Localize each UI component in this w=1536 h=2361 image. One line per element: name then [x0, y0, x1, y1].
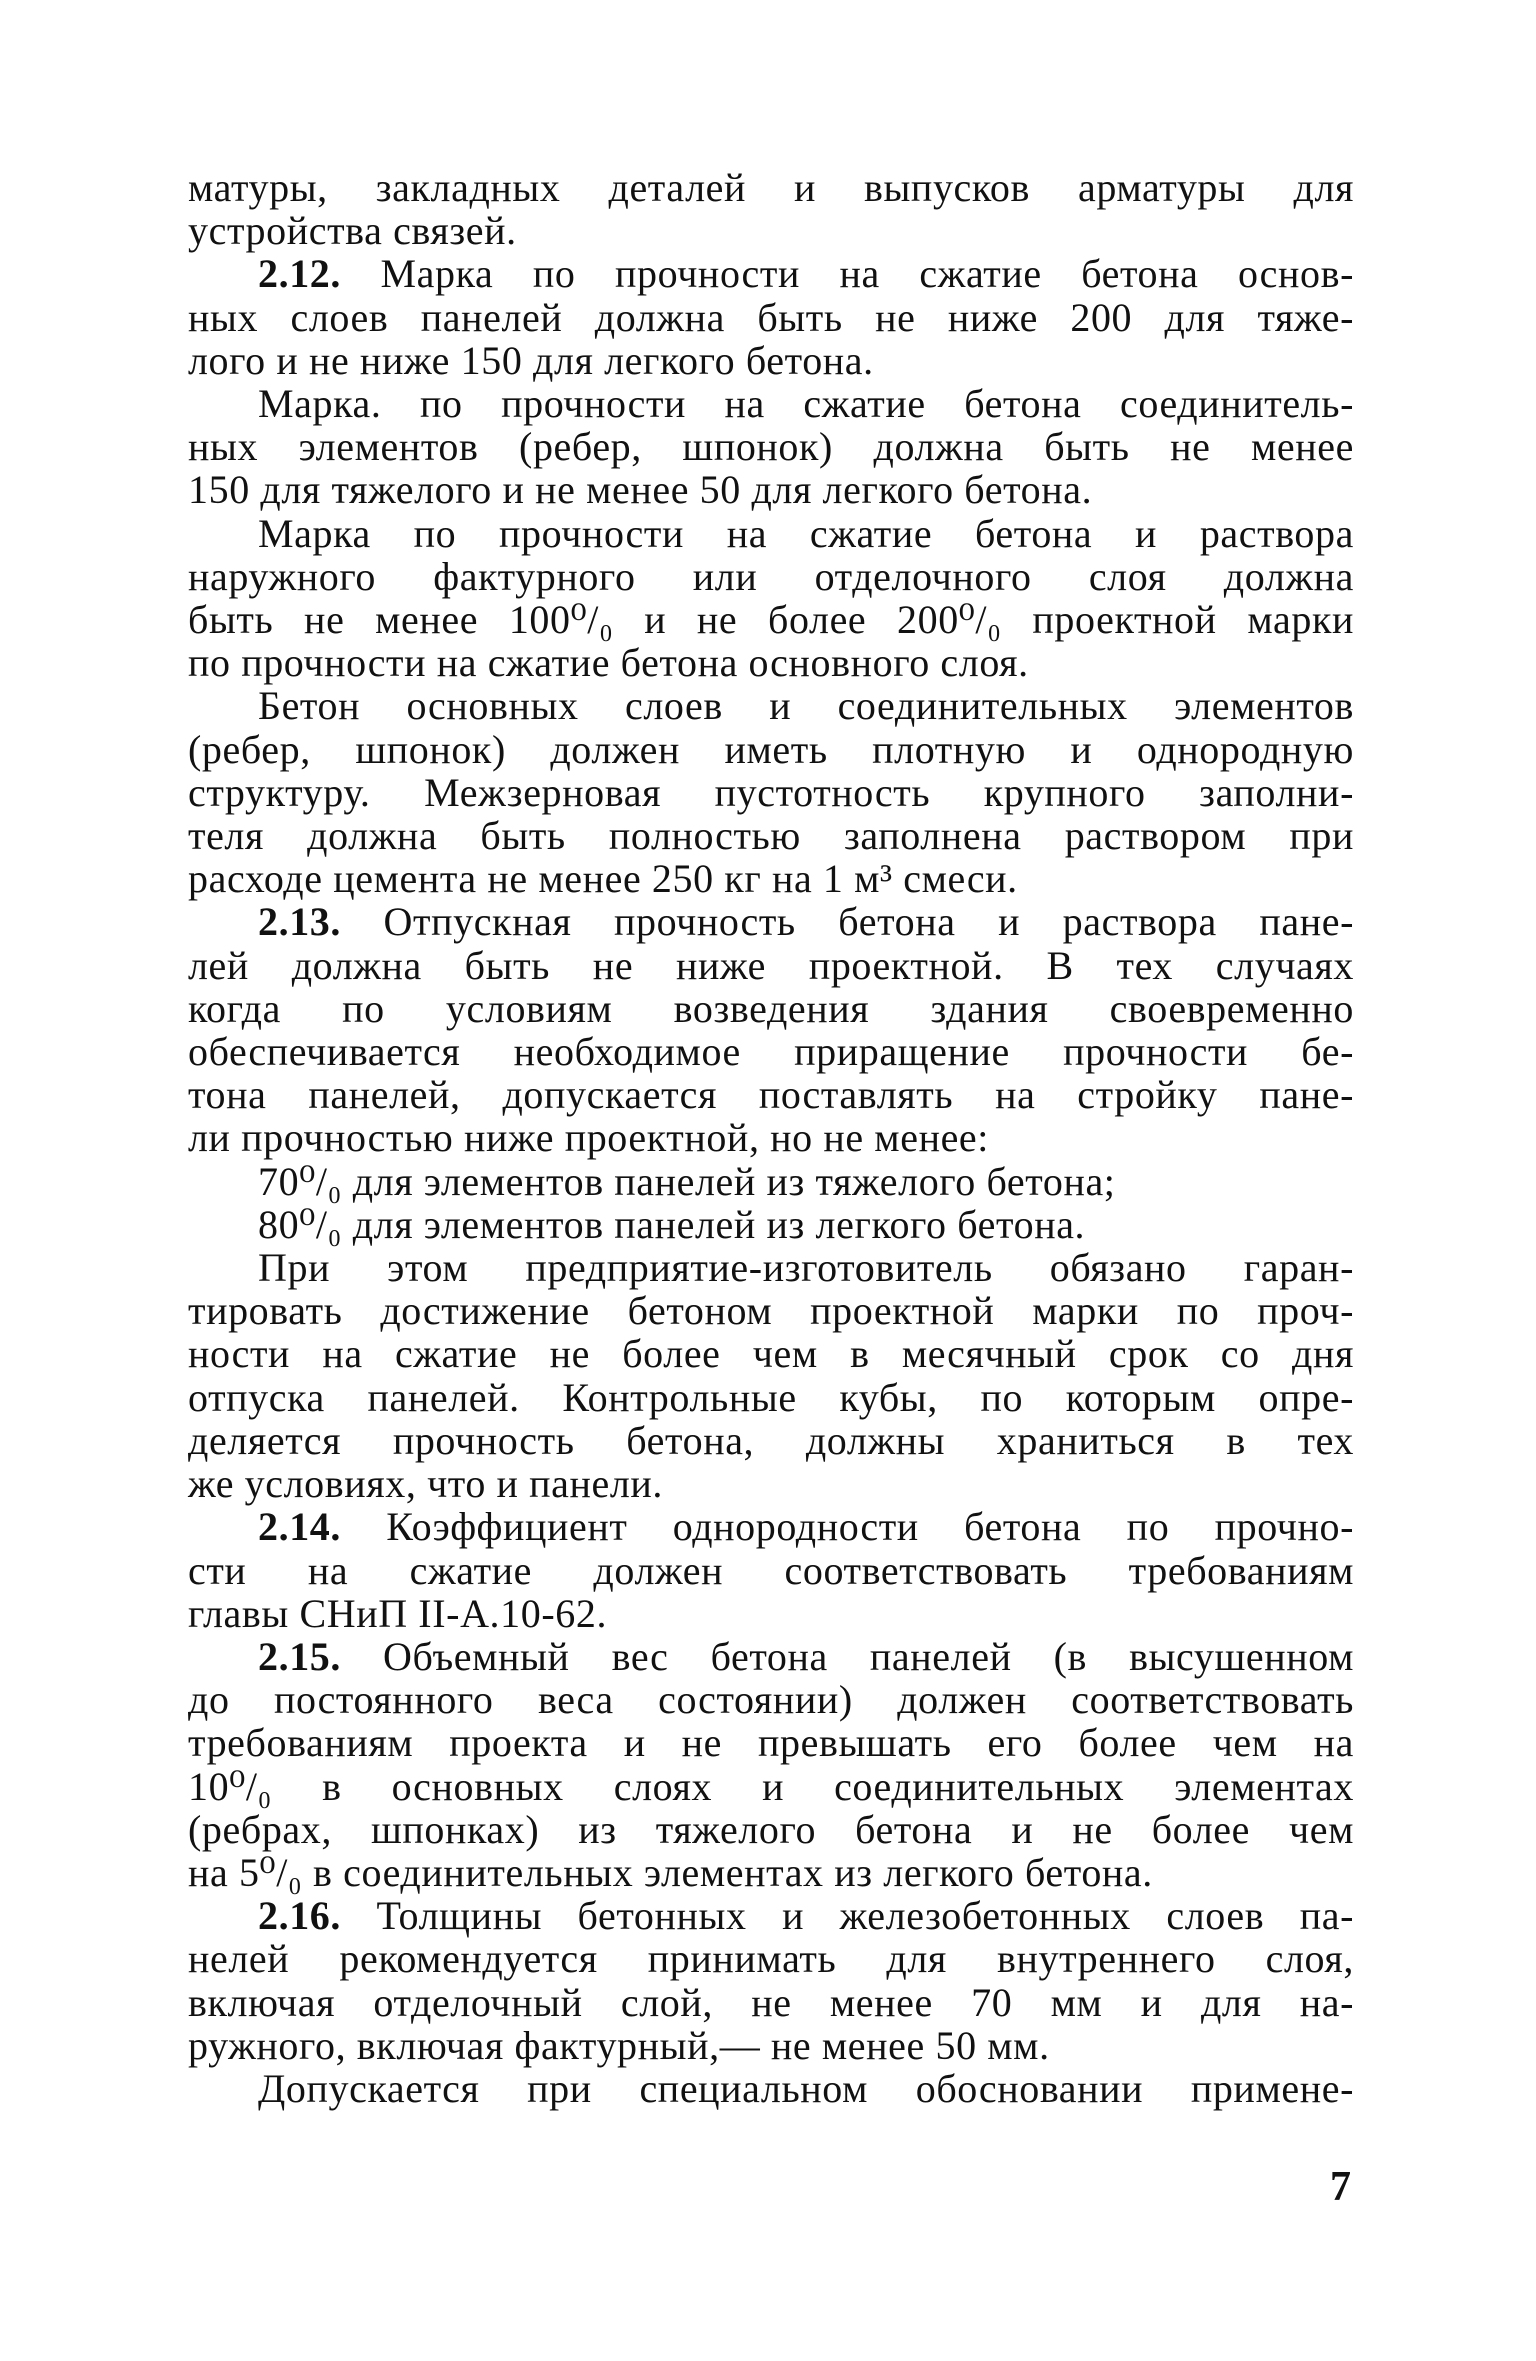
line-text: При этом предприятие-изготовитель обязано гаран-: [258, 1245, 1354, 1291]
text-line: [188, 339, 1354, 382]
text-line: [188, 1678, 1354, 1721]
text-line: [188, 1981, 1354, 2024]
text-line: [188, 857, 1354, 900]
paragraph: [188, 1203, 1354, 1246]
line-text: 70⁰/₀ для элементов панелей из тяжелого бетона;: [258, 1158, 1116, 1204]
line-text: 150 для тяжелого и не менее 50 для легкого бетона.: [188, 467, 1093, 513]
line-text: 10⁰/₀ в основных слоях и соединительных элементах: [188, 1763, 1354, 1809]
text-line: [188, 468, 1354, 511]
line-text: наружного фактурного или отделочного слоя должна: [188, 553, 1354, 599]
text-line: [188, 1894, 1354, 1937]
section-number: 2.12.: [258, 251, 341, 297]
text-line: [188, 1937, 1354, 1980]
line-text: структуру. Межзерновая пустотность крупного заполни-: [188, 769, 1354, 815]
paragraph: [188, 166, 1354, 252]
line-text: Марка. по прочности на сжатие бетона соединитель-: [258, 381, 1354, 427]
line-text: включая отделочный слой, не менее 70 мм и для на-: [188, 1979, 1354, 2025]
text-line: [188, 296, 1354, 339]
page-number: 7: [1330, 2164, 1351, 2210]
text-line: [188, 728, 1354, 771]
line-text: ности на сжатие не более чем в месячный срок со дня: [188, 1331, 1354, 1377]
line-text: нелей рекомендуется принимать для внутреннего слоя,: [188, 1936, 1354, 1982]
text-line: [188, 1808, 1354, 1851]
line-text: требованиям проекта и не превышать его более чем на: [188, 1720, 1354, 1766]
text-line: [188, 1289, 1354, 1332]
text-line: [188, 987, 1354, 1030]
text-line: [188, 1721, 1354, 1764]
section-number: 2.15.: [258, 1633, 341, 1679]
text-line: [188, 2067, 1354, 2110]
text-line: [188, 1160, 1354, 1203]
line-text: расходе цемента не менее 250 кг на 1 м³ смеси.: [188, 856, 1018, 902]
text-line: [188, 771, 1354, 814]
paragraph: [188, 512, 1354, 685]
line-text: по прочности на сжатие бетона основного слоя.: [188, 640, 1029, 686]
text-line: [188, 1246, 1354, 1289]
line-text: Толщины бетонных и железобетонных слоев па-: [341, 1893, 1354, 1939]
text-line: [188, 1332, 1354, 1375]
line-text: Отпускная прочность бетона и раствора пане-: [341, 899, 1354, 945]
line-text: когда по условиям возведения здания своевременно: [188, 985, 1354, 1031]
text-line: [188, 641, 1354, 684]
section-number: 2.14.: [258, 1504, 341, 1550]
line-text: теля должна быть полностью заполнена раствором при: [188, 813, 1354, 859]
line-text: тировать достижение бетоном проектной марки по проч-: [188, 1288, 1354, 1334]
line-text: быть не менее 100⁰/₀ и не более 200⁰/₀ проектной марки: [188, 597, 1354, 643]
text-line: [188, 425, 1354, 468]
text-line: [188, 1851, 1354, 1894]
text-line: [188, 684, 1354, 727]
line-text: тона панелей, допускается поставлять на стройку пане-: [188, 1072, 1354, 1118]
text-line: [188, 1073, 1354, 1116]
paragraph: [188, 1635, 1354, 1894]
line-text: лого и не ниже 150 для легкого бетона.: [188, 337, 874, 383]
line-text: ных слоев панелей должна быть не ниже 200 для тяже-: [188, 294, 1354, 340]
line-text: лей должна быть не ниже проектной. В тех случаях: [188, 942, 1354, 988]
line-text: Марка по прочности на сжатие бетона и раствора: [258, 510, 1354, 556]
line-text: на 5⁰/₀ в соединительных элементах из легкого бетона.: [188, 1849, 1153, 1895]
line-text: ных элементов (ребер, шпонок) должна быть не менее: [188, 424, 1354, 470]
text-line: [188, 252, 1354, 295]
line-text: отпуска панелей. Контрольные кубы, по которым опре-: [188, 1374, 1354, 1420]
text-line: [188, 1116, 1354, 1159]
text-line: [188, 1765, 1354, 1808]
text-line: [188, 382, 1354, 425]
document-body: [188, 166, 1354, 2110]
line-text: Марка по прочности на сжатие бетона основ-: [341, 251, 1354, 297]
text-line: [188, 1549, 1354, 1592]
paragraph: [188, 1505, 1354, 1635]
text-line: [188, 1505, 1354, 1548]
paragraph: [188, 1160, 1354, 1203]
text-line: [188, 1419, 1354, 1462]
text-line: [188, 1462, 1354, 1505]
text-line: [188, 900, 1354, 943]
text-line: [188, 1203, 1354, 1246]
section-number: 2.13.: [258, 899, 341, 945]
text-line: [188, 814, 1354, 857]
text-line: [188, 512, 1354, 555]
line-text: матуры, закладных деталей и выпусков арматуры для: [188, 165, 1354, 210]
line-text: сти на сжатие должен соответствовать требованиям: [188, 1547, 1354, 1593]
line-text: деляется прочность бетона, должны храниться в тех: [188, 1417, 1354, 1463]
line-text: (ребер, шпонок) должен иметь плотную и однородную: [188, 726, 1354, 772]
line-text: ружного, включая фактурный,— не менее 50 мм.: [188, 2022, 1050, 2068]
text-line: [188, 2024, 1354, 2067]
text-line: [188, 1592, 1354, 1635]
text-line: [188, 598, 1354, 641]
section-number: 2.16.: [258, 1893, 341, 1939]
line-text: обеспечивается необходимое приращение прочности бе-: [188, 1029, 1354, 1075]
line-text: Допускается при специальном обосновании примене-: [258, 2065, 1354, 2111]
paragraph: [188, 900, 1354, 1159]
line-text: ли прочностью ниже проектной, но не менее:: [188, 1115, 990, 1161]
paragraph: [188, 1894, 1354, 2067]
line-text: 80⁰/₀ для элементов панелей из легкого бетона.: [258, 1201, 1086, 1247]
line-text: Объемный вес бетона панелей (в высушенном: [341, 1633, 1354, 1679]
text-line: [188, 944, 1354, 987]
line-text: Коэффициент однородности бетона по прочно-: [341, 1504, 1354, 1550]
line-text: же условиях, что и панели.: [188, 1461, 664, 1507]
paragraph: [188, 2067, 1354, 2110]
text-line: [188, 1635, 1354, 1678]
paragraph: [188, 1246, 1354, 1505]
line-text: главы СНиП II-А.10-62.: [188, 1590, 608, 1636]
text-line: [188, 1030, 1354, 1073]
text-line: [188, 209, 1354, 252]
paragraph: [188, 382, 1354, 512]
line-text: (ребрах, шпонках) из тяжелого бетона и не более чем: [188, 1806, 1354, 1852]
line-text: Бетон основных слоев и соединительных элементов: [258, 683, 1354, 729]
line-text: до постоянного веса состоянии) должен соответствовать: [188, 1677, 1354, 1723]
text-line: [188, 555, 1354, 598]
text-line: [188, 166, 1354, 209]
text-line: [188, 1376, 1354, 1419]
paragraph: [188, 252, 1354, 382]
line-text: устройства связей.: [188, 208, 517, 254]
paragraph: [188, 684, 1354, 900]
